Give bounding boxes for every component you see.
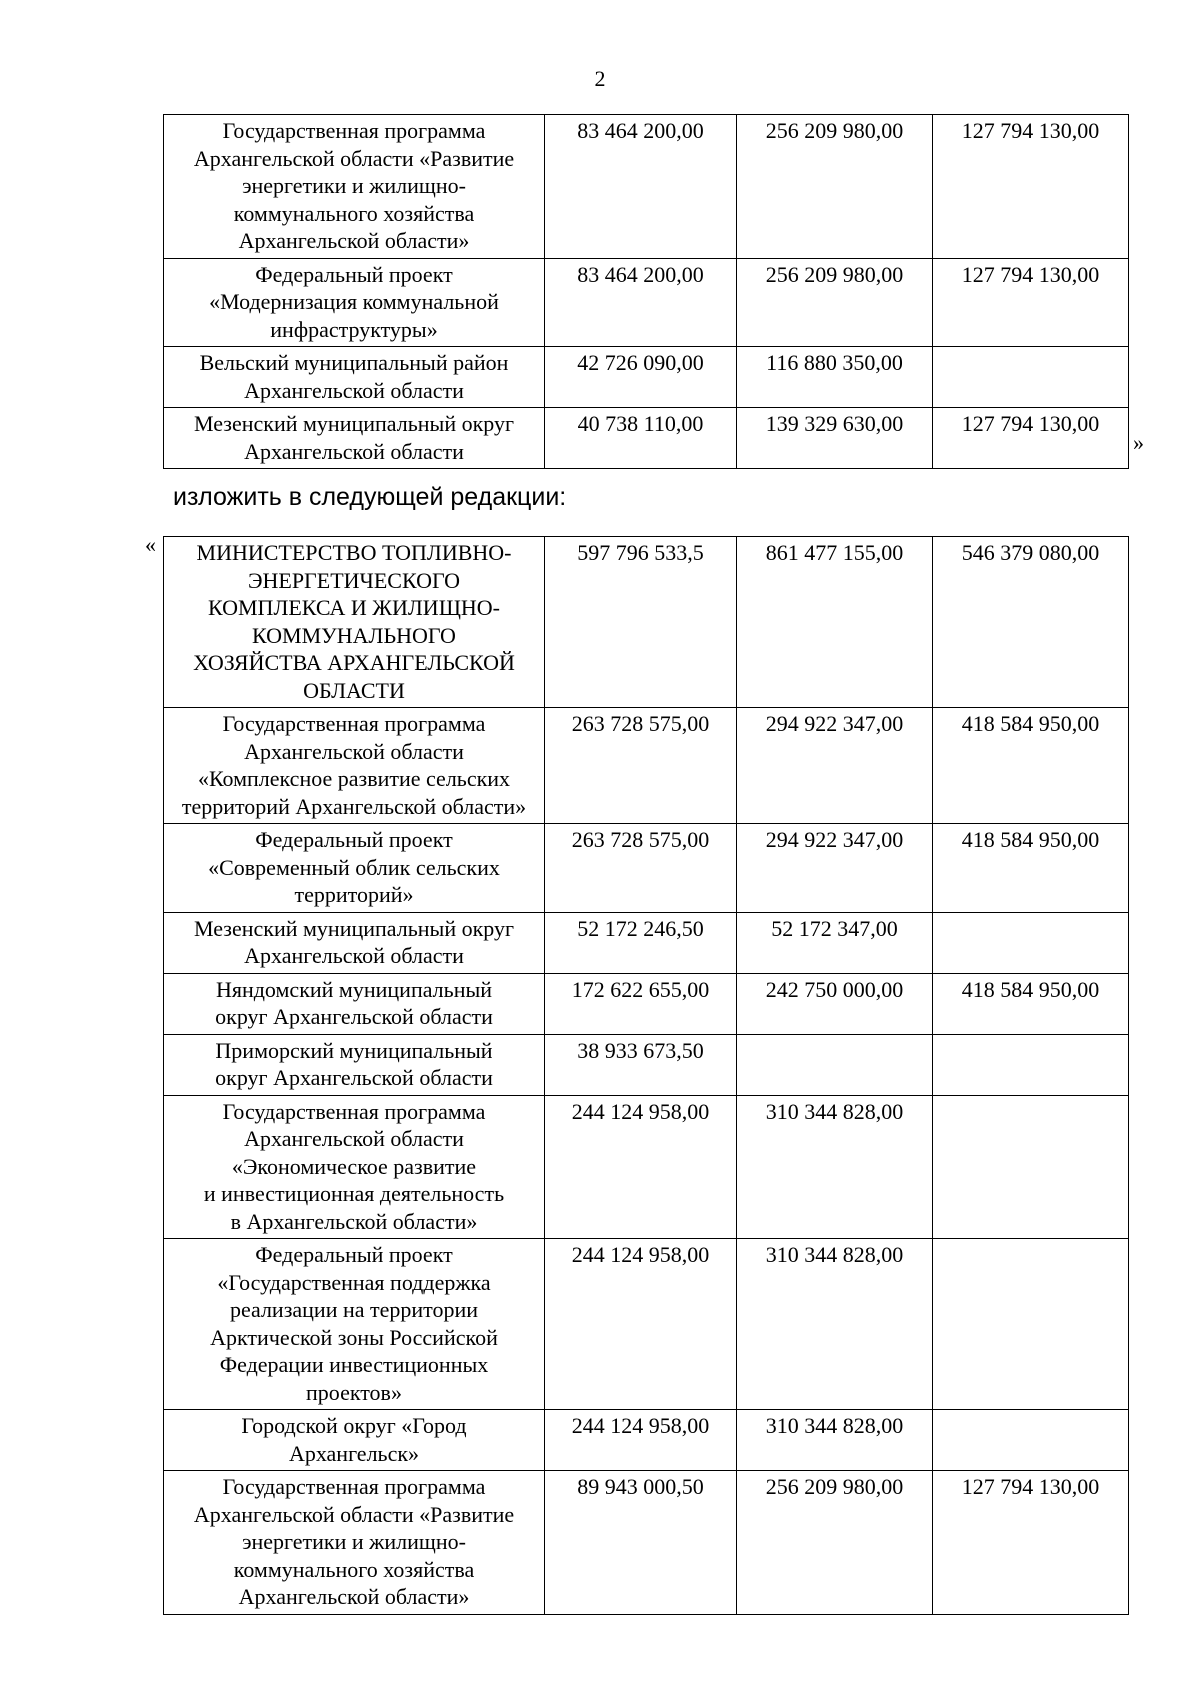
- value-cell: 127 794 130,00: [933, 258, 1129, 347]
- table-row: [164, 824, 1129, 913]
- table-row: [164, 1471, 1129, 1615]
- value-cell: 310 344 828,00: [737, 1410, 933, 1471]
- row-name: Няндомский муниципальный округ Архангельской области: [164, 973, 545, 1034]
- value-cell: 242 750 000,00: [737, 973, 933, 1034]
- value-cell: 127 794 130,00: [933, 115, 1129, 259]
- table-row: [164, 258, 1129, 347]
- table-row: [164, 1239, 1129, 1410]
- row-name: Государственная программа Архангельской области «Развитие энергетики и жилищно- коммунального хозяйства Архангельской области»: [164, 1471, 545, 1615]
- value-cell: 256 209 980,00: [737, 258, 933, 347]
- table-row: [164, 973, 1129, 1034]
- value-cell: 294 922 347,00: [737, 824, 933, 913]
- value-cell: 418 584 950,00: [933, 824, 1129, 913]
- value-cell: 256 209 980,00: [737, 1471, 933, 1615]
- value-cell: 52 172 246,50: [545, 912, 737, 973]
- value-cell: [933, 1410, 1129, 1471]
- value-cell: 127 794 130,00: [933, 1471, 1129, 1615]
- table-row: [164, 1410, 1129, 1471]
- value-cell: 42 726 090,00: [545, 347, 737, 408]
- row-name: Федеральный проект «Современный облик сельских территорий»: [164, 824, 545, 913]
- value-cell: 83 464 200,00: [545, 115, 737, 259]
- table-row: [164, 708, 1129, 824]
- opening-quote: «: [145, 532, 156, 557]
- value-cell: 40 738 110,00: [545, 408, 737, 469]
- value-cell: 244 124 958,00: [545, 1239, 737, 1410]
- table-row: [164, 1034, 1129, 1095]
- value-cell: 546 379 080,00: [933, 537, 1129, 708]
- value-cell: 263 728 575,00: [545, 824, 737, 913]
- row-name: Вельский муниципальный район Архангельской области: [164, 347, 545, 408]
- page-number: 2: [594, 66, 606, 91]
- value-cell: 418 584 950,00: [933, 973, 1129, 1034]
- value-cell: [933, 912, 1129, 973]
- row-name: МИНИСТЕРСТВО ТОПЛИВНО- ЭНЕРГЕТИЧЕСКОГО КОМПЛЕКСА И ЖИЛИЩНО- КОММУНАЛЬНОГО ХОЗЯЙСТВА АРХАНГЕЛЬСКОЙ ОБЛАСТИ: [164, 537, 545, 708]
- value-cell: 310 344 828,00: [737, 1095, 933, 1239]
- table-row: [164, 347, 1129, 408]
- value-cell: [933, 1239, 1129, 1410]
- table-row: [164, 1095, 1129, 1239]
- value-cell: 172 622 655,00: [545, 973, 737, 1034]
- value-cell: 597 796 533,5: [545, 537, 737, 708]
- value-cell: 139 329 630,00: [737, 408, 933, 469]
- value-cell: 116 880 350,00: [737, 347, 933, 408]
- value-cell: 127 794 130,00: [933, 408, 1129, 469]
- value-cell: [933, 347, 1129, 408]
- value-cell: [933, 1095, 1129, 1239]
- value-cell: 861 477 155,00: [737, 537, 933, 708]
- row-name: Городской округ «Город Архангельск»: [164, 1410, 545, 1471]
- value-cell: 244 124 958,00: [545, 1410, 737, 1471]
- instruction-text: изложить в следующей редакции:: [173, 483, 567, 511]
- table-row: [164, 115, 1129, 259]
- value-cell: 83 464 200,00: [545, 258, 737, 347]
- closing-quote: »: [1133, 430, 1144, 455]
- value-cell: 89 943 000,50: [545, 1471, 737, 1615]
- row-name: Государственная программа Архангельской области «Комплексное развитие сельских территорий Архангельской области»: [164, 708, 545, 824]
- table-row: [164, 912, 1129, 973]
- new-budget-table: [163, 536, 1129, 1615]
- value-cell: 418 584 950,00: [933, 708, 1129, 824]
- row-name: Приморский муниципальный округ Архангельской области: [164, 1034, 545, 1095]
- value-cell: 38 933 673,50: [545, 1034, 737, 1095]
- value-cell: [933, 1034, 1129, 1095]
- value-cell: 294 922 347,00: [737, 708, 933, 824]
- row-name: Федеральный проект «Модернизация коммунальной инфраструктуры»: [164, 258, 545, 347]
- old-budget-table: [163, 114, 1129, 469]
- table-row: [164, 537, 1129, 708]
- value-cell: 310 344 828,00: [737, 1239, 933, 1410]
- value-cell: 263 728 575,00: [545, 708, 737, 824]
- row-name: Федеральный проект «Государственная поддержка реализации на территории Арктической зоны Российской Федерации инвестиционных проектов»: [164, 1239, 545, 1410]
- row-name: Государственная программа Архангельской области «Экономическое развитие и инвестиционная деятельность в Архангельской области»: [164, 1095, 545, 1239]
- value-cell: 244 124 958,00: [545, 1095, 737, 1239]
- row-name: Мезенский муниципальный округ Архангельской области: [164, 912, 545, 973]
- value-cell: 256 209 980,00: [737, 115, 933, 259]
- row-name: Государственная программа Архангельской области «Развитие энергетики и жилищно- коммунального хозяйства Архангельской области»: [164, 115, 545, 259]
- value-cell: [737, 1034, 933, 1095]
- table-row: [164, 408, 1129, 469]
- value-cell: 52 172 347,00: [737, 912, 933, 973]
- row-name: Мезенский муниципальный округ Архангельской области: [164, 408, 545, 469]
